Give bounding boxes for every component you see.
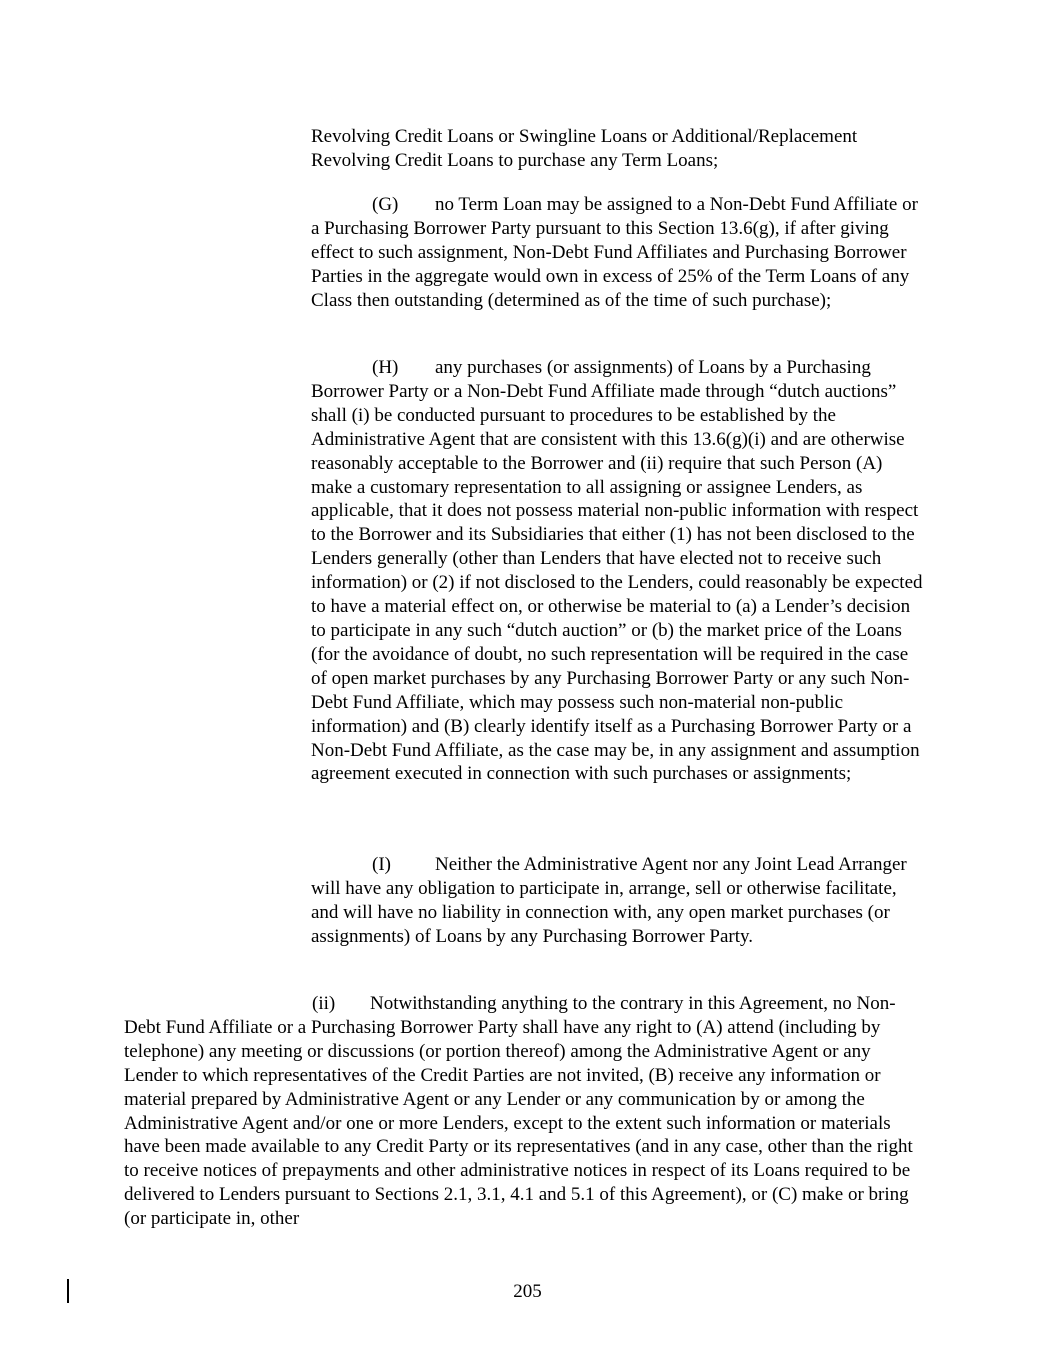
paragraph-continuation: Revolving Credit Loans or Swingline Loans or Additional/Replacement Revolving Credit Loans to purchase any Term Loans; [311, 126, 858, 171]
page-number: 205 [513, 1281, 542, 1302]
paragraph-h-text: any purchases (or assignments) of Loans by a Purchasing Borrower Party or a Non-Debt Fund Affiliate made through “dutch auctions” shall (i) be conducted pursuant to procedures to be established by the Administrative Agent that are consistent with this 13.6(g)(i) and are otherwise reasonably acceptable to the Borrower and (ii) require that such Person (A) make a customary representation to all assigning or assignee Lenders, as applicable, that it does not possess material non-public information with respect to the Borrower and its Subsidiaries that either (1) has not been disclosed to the Lenders generally (other than Lenders that have elected not to receive such information) or (2) if not disclosed to the Lenders, could reasonably be expected to have a material effect on, or otherwise be material to (a) a Lender’s decision to participate in any such “dutch auction” or (b) the market price of the Loans (for the avoidance of doubt, no such representation will be required in the case of open market purchases by any Purchasing Borrower Party or any such Non-Debt Fund Affiliate, which may possess such non-material non-public information) and (B) clearly identify itself as a Purchasing Borrower Party or a Non-Debt Fund Affiliate, as the case may be, in any assignment and assumption agreement executed in connection with such purchases or assignments; [311, 357, 923, 785]
paragraph-g-text: no Term Loan may be assigned to a Non-Debt Fund Affiliate or a Purchasing Borrower Party pursuant to this Section 13.6(g), if after giving effect to such assignment, Non-Debt Fund Affiliates and Purchasing Borrower Parties in the aggregate would own in excess of 25% of the Term Loans of any Class then outstanding (determined as of the time of such purchase); [311, 194, 918, 311]
paragraph-i [311, 853, 927, 949]
paragraph-g-label: (G) [372, 194, 399, 215]
paragraph-h-label: (H) [372, 357, 399, 378]
paragraph-ii [124, 992, 927, 1231]
paragraph-ii-text: Notwithstanding anything to the contrary in this Agreement, no Non-Debt Fund Affiliate or a Purchasing Borrower Party shall have any right to (A) attend (including by telephone) any meeting or discussions (or portion thereof) among the Administrative Agent or any Lender to which representatives of the Credit Parties are not invited, (B) receive any information or material prepared by Administrative Agent or any Lender or any communication by or among the Administrative Agent and/or one or more Lenders, except to the extent such information or materials have been made available to any Credit Party or its representatives (and in any case, other than the right to receive notices of prepayments and other administrative notices in respect of its Loans required to be delivered to Lenders pursuant to Sections 2.1, 3.1, 4.1 and 5.1 of this Agreement), or (C) make or bring (or participate in, other [124, 993, 913, 1230]
paragraph-i-label: (I) [372, 854, 391, 875]
paragraph-g [311, 193, 927, 313]
paragraph-h [311, 356, 927, 786]
paragraph-ii-label: (ii) [312, 993, 336, 1014]
paragraph-i-text: Neither the Administrative Agent nor any Joint Lead Arranger will have any obligation to participate in, arrange, sell or otherwise facilitate, and will have no liability in connection with, any open market purchases (or assignments) of Loans by any Purchasing Borrower Party. [311, 854, 907, 947]
